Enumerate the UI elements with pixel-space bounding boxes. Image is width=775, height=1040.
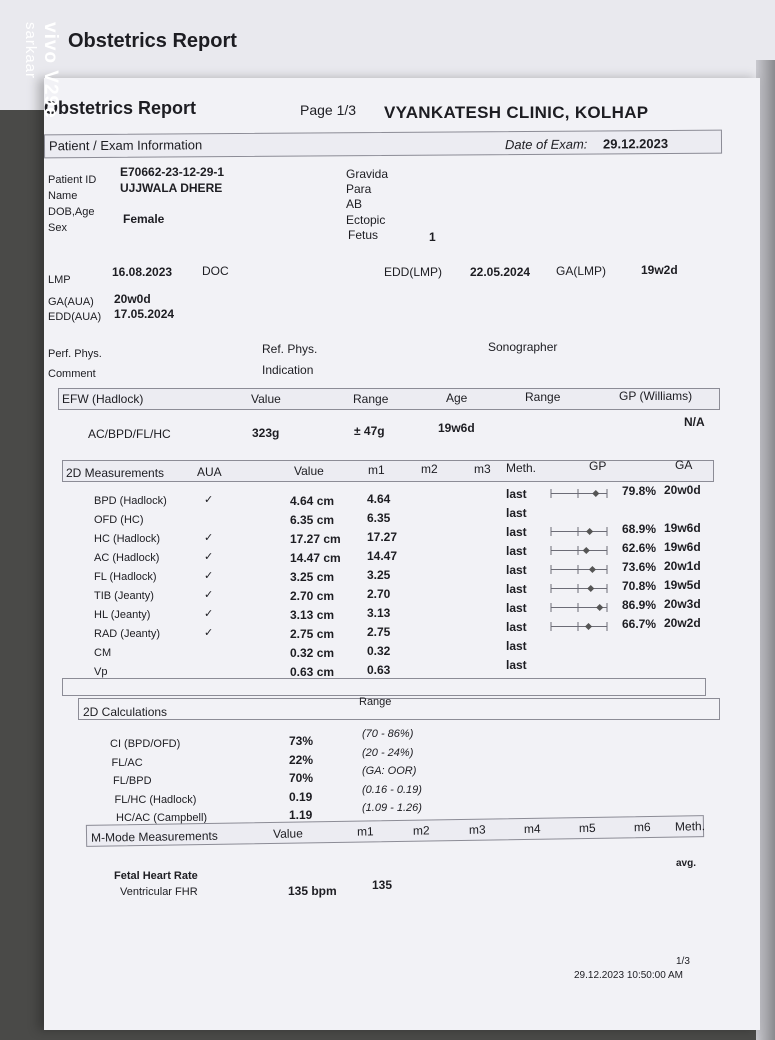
meas-row-gp: 68.9% xyxy=(622,522,657,536)
measurements-header xyxy=(62,460,714,482)
gp-bar-marker xyxy=(592,490,599,497)
edd-lmp-label: EDD(LMP) xyxy=(384,265,443,279)
gp-range-bar xyxy=(550,527,608,536)
lmp-label: LMP xyxy=(48,274,71,286)
meas-row-name: Vp xyxy=(94,666,108,678)
calc-row-name: CI (BPD/OFD) xyxy=(110,738,181,750)
meas-row-name: OFD (HC) xyxy=(94,514,144,526)
meas-row-value: 0.63 cm xyxy=(290,665,335,679)
efw-header-range2: Range xyxy=(525,390,561,404)
sex-label: Sex xyxy=(48,222,67,234)
meas-row-m1: 4.64 xyxy=(367,492,391,506)
mmode-group: Fetal Heart Rate xyxy=(114,870,198,882)
calc-row-value: 0.19 xyxy=(289,789,313,804)
meas-row-ga: 20w2d xyxy=(664,616,701,630)
calc-row-range: (0.16 - 0.19) xyxy=(362,783,422,796)
meas-row-m1: 3.13 xyxy=(367,606,391,620)
meas-row-value: 14.47 cm xyxy=(290,551,341,565)
measurements-footer-box xyxy=(62,678,706,696)
patient-name-label: Name xyxy=(48,190,78,202)
meas-row-m1: 3.25 xyxy=(367,568,391,582)
meas-row-ga: 20w3d xyxy=(664,597,701,611)
meas-header-m2: m2 xyxy=(421,462,438,476)
aua-check-icon[interactable]: ✓ xyxy=(204,627,214,639)
calc-row-name: HC/AC (Campbell) xyxy=(116,812,208,824)
watermark-owner: sarkaar xyxy=(22,22,39,80)
meas-header-gp: GP xyxy=(589,459,607,473)
gp-range-bar xyxy=(550,622,608,631)
meas-header-meth: Meth. xyxy=(506,461,537,475)
meas-row-ga: 19w5d xyxy=(664,578,701,592)
mmode-header-meth: Meth. xyxy=(674,819,706,834)
meas-row-value: 2.75 cm xyxy=(290,627,335,641)
gp-bar-marker xyxy=(586,528,593,535)
edd-aua-label: EDD(AUA) xyxy=(48,311,102,323)
meas-row-name: FL (Hadlock) xyxy=(94,571,157,583)
calc-row-value: 22% xyxy=(289,752,314,767)
meas-header-name: 2D Measurements xyxy=(66,466,165,480)
gp-bar-marker xyxy=(589,566,596,573)
date-of-exam-label: Date of Exam: xyxy=(504,136,588,153)
meas-row-value: 2.70 cm xyxy=(290,589,335,603)
gravida-label: Gravida xyxy=(346,167,389,181)
footer-timestamp: 29.12.2023 10:50:00 AM xyxy=(574,970,683,981)
meas-row-meth: last xyxy=(506,601,527,615)
gp-bar-marker xyxy=(585,623,592,630)
efw-header-age: Age xyxy=(446,391,468,405)
meas-row-meth: last xyxy=(506,487,527,501)
edd-aua-value: 17.05.2024 xyxy=(114,307,175,321)
date-of-exam-value: 29.12.2023 xyxy=(602,136,669,152)
sonographer-label: Sonographer xyxy=(488,340,558,354)
efw-header-range: Range xyxy=(353,392,389,406)
efw-range: ± 47g xyxy=(354,424,385,438)
aua-check-icon[interactable]: ✓ xyxy=(204,494,214,506)
exam-info-title: Patient / Exam Information xyxy=(48,137,203,154)
para-label: Para xyxy=(346,182,372,196)
meas-row-m1: 17.27 xyxy=(367,530,398,544)
report-page xyxy=(44,78,760,1030)
calc-header-name: 2D Calculations xyxy=(83,705,168,719)
meas-row-gp: 62.6% xyxy=(622,541,657,555)
doc-label: DOC xyxy=(202,264,229,278)
meas-header-aua: AUA xyxy=(197,465,222,479)
meas-row-name: CM xyxy=(94,647,112,659)
meas-row-gp: 79.8% xyxy=(622,484,657,498)
meas-row-value: 4.64 cm xyxy=(290,494,335,508)
gp-range-bar xyxy=(550,565,608,574)
meas-row-value: 3.13 cm xyxy=(290,608,335,622)
calculations-header xyxy=(78,698,720,720)
mmode-header-name: M-Mode Measurements xyxy=(90,828,218,845)
aua-check-icon[interactable]: ✓ xyxy=(204,570,214,582)
calc-row-range: (70 - 86%) xyxy=(362,728,414,740)
mmode-header-m5: m5 xyxy=(578,820,596,836)
mmode-row-name: Ventricular FHR xyxy=(120,886,198,898)
calc-row-range: (1.09 - 1.26) xyxy=(362,802,422,814)
meas-row-m1: 0.63 xyxy=(367,663,391,677)
meas-header-ga: GA xyxy=(675,458,693,472)
meas-row-gp: 70.8% xyxy=(622,579,657,593)
report-title: Obstetrics Report xyxy=(44,98,197,118)
calc-row-range: (GA: OOR) xyxy=(362,765,417,777)
dob-age-label: DOB,Age xyxy=(48,206,95,218)
mmode-header-m1: m1 xyxy=(356,824,374,839)
camera-watermark xyxy=(22,22,61,119)
perf-phys-label: Perf. Phys. xyxy=(48,348,102,360)
ga-lmp-label: GA(LMP) xyxy=(556,264,607,278)
page-number: Page 1/3 xyxy=(300,102,357,118)
mmode-row-value: 135 bpm xyxy=(288,884,337,898)
aua-check-icon[interactable]: ✓ xyxy=(204,608,214,620)
ga-lmp-value: 19w2d xyxy=(641,263,678,277)
efw-header xyxy=(58,388,720,410)
mmode-header-m4: m4 xyxy=(523,821,541,836)
meas-row-gp: 66.7% xyxy=(622,617,657,631)
patient-id-label: Patient ID xyxy=(48,174,97,186)
ga-aua-label: GA(AUA) xyxy=(48,296,94,308)
aua-check-icon[interactable]: ✓ xyxy=(204,532,214,544)
lmp-value: 16.08.2023 xyxy=(112,265,173,279)
fetus-count: 1 xyxy=(429,230,436,244)
meas-row-gp: 73.6% xyxy=(622,560,657,574)
meas-row-meth: last xyxy=(506,639,527,653)
ref-phys-label: Ref. Phys. xyxy=(262,342,318,356)
efw-header-value: Value xyxy=(251,392,281,406)
meas-row-name: HL (Jeanty) xyxy=(94,609,151,621)
ab-label: AB xyxy=(346,197,363,211)
gp-range-bar xyxy=(550,546,608,555)
mmode-header-m2: m2 xyxy=(412,823,430,838)
mmode-header-m3: m3 xyxy=(468,822,486,837)
meas-row-value: 0.32 cm xyxy=(290,646,335,660)
efw-method: AC/BPD/FL/HC xyxy=(88,427,171,441)
meas-row-ga: 19w6d xyxy=(664,540,701,554)
fetus-label: Fetus xyxy=(348,228,379,242)
meas-row-m1: 2.70 xyxy=(367,587,391,601)
edd-lmp-value: 22.05.2024 xyxy=(470,265,531,279)
meas-row-name: AC (Hadlock) xyxy=(94,552,160,564)
footer-page: 1/3 xyxy=(676,956,690,967)
meas-row-meth: last xyxy=(506,525,527,539)
calc-row-value: 73% xyxy=(289,734,314,748)
meas-row-name: HC (Hadlock) xyxy=(94,533,161,545)
calc-row-value: 1.19 xyxy=(289,808,313,822)
meas-row-value: 17.27 cm xyxy=(290,532,341,546)
efw-header-name: EFW (Hadlock) xyxy=(62,392,144,406)
ectopic-label: Ectopic xyxy=(346,213,386,227)
mmode-avg-label: avg. xyxy=(676,858,697,869)
efw-header-gp: GP (Williams) xyxy=(619,389,693,403)
meas-row-ga: 20w1d xyxy=(664,559,701,573)
aua-check-icon[interactable]: ✓ xyxy=(204,551,214,563)
gp-bar-marker xyxy=(583,547,590,554)
calc-row-range: (20 - 24%) xyxy=(362,746,414,759)
meas-row-name: BPD (Hadlock) xyxy=(94,495,167,507)
comment-label: Comment xyxy=(48,368,96,380)
ga-aua-value: 20w0d xyxy=(114,292,151,306)
calc-row-name: FL/AC xyxy=(111,756,143,769)
meas-row-m1: 14.47 xyxy=(367,549,398,563)
gp-range-bar xyxy=(550,603,608,612)
meas-row-m1: 6.35 xyxy=(367,511,391,525)
meas-row-ga: 20w0d xyxy=(664,483,701,497)
meas-row-meth: last xyxy=(506,506,527,520)
gp-range-bar xyxy=(550,584,608,593)
meas-header-m1: m1 xyxy=(368,463,385,477)
watermark-brand: vivo V29e xyxy=(40,22,61,119)
meas-header-m3: m3 xyxy=(474,462,491,476)
meas-row-meth: last xyxy=(506,563,527,577)
underlying-page-title: Obstetrics Report xyxy=(68,30,237,52)
meas-header-value: Value xyxy=(294,464,324,478)
patient-sex: Female xyxy=(123,212,165,226)
gp-bar-marker xyxy=(596,604,603,611)
patient-id: E70662-23-12-29-1 xyxy=(120,165,225,179)
meas-row-meth: last xyxy=(506,544,527,558)
meas-row-value: 3.25 cm xyxy=(290,570,335,584)
mmode-header-m6: m6 xyxy=(633,819,651,835)
gp-range-bar xyxy=(550,489,608,498)
meas-row-name: TIB (Jeanty) xyxy=(94,590,154,602)
mmode-row-m1: 135 xyxy=(372,878,393,892)
aua-check-icon[interactable]: ✓ xyxy=(204,589,214,601)
patient-name: UJJWALA DHERE xyxy=(120,181,223,195)
meas-row-meth: last xyxy=(506,582,527,596)
efw-age: 19w6d xyxy=(438,421,475,435)
meas-row-m1: 0.32 xyxy=(367,644,391,658)
calc-header-range: Range xyxy=(359,696,392,708)
meas-row-meth: last xyxy=(506,658,527,672)
gp-bar-marker xyxy=(587,585,594,592)
efw-value: 323g xyxy=(252,426,280,440)
calc-row-value: 70% xyxy=(289,771,314,785)
efw-gp: N/A xyxy=(684,415,705,429)
clinic-name: VYANKATESH CLINIC, KOLHAP xyxy=(384,103,649,122)
meas-row-meth: last xyxy=(506,620,527,634)
indication-label: Indication xyxy=(262,363,314,377)
meas-row-name: RAD (Jeanty) xyxy=(94,628,161,640)
meas-row-value: 6.35 cm xyxy=(290,513,335,527)
exam-info-header xyxy=(44,130,722,159)
calc-row-name: FL/BPD xyxy=(113,775,152,787)
calc-row-name: FL/HC (Hadlock) xyxy=(114,793,197,806)
meas-row-ga: 19w6d xyxy=(664,521,701,535)
meas-row-m1: 2.75 xyxy=(367,625,391,639)
mmode-header-value: Value xyxy=(272,826,303,841)
meas-row-gp: 86.9% xyxy=(622,598,657,612)
